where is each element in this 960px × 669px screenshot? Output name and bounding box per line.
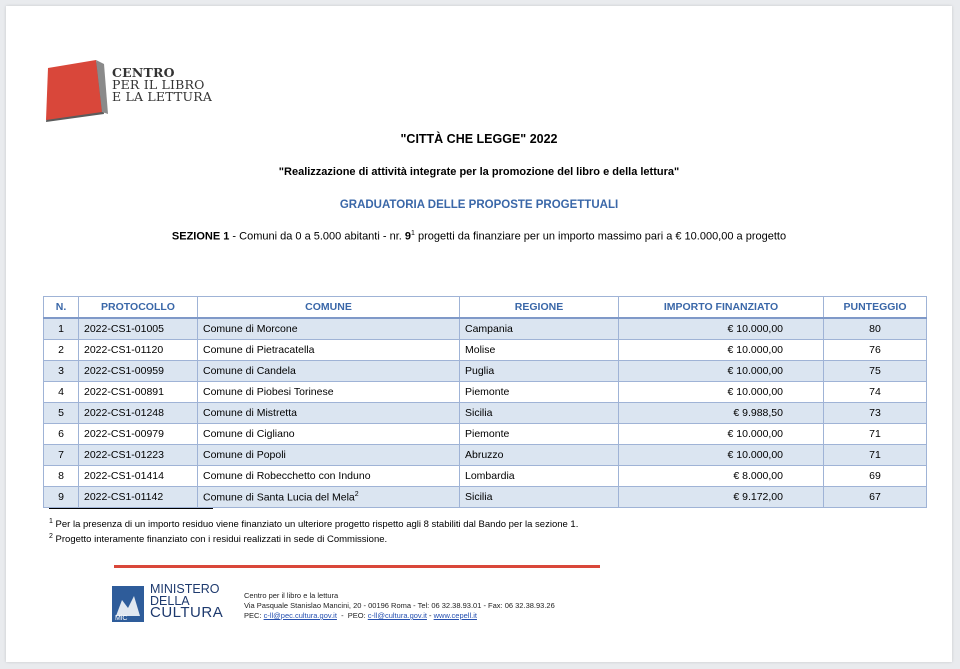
cell-regione-text: Sicilia: [465, 407, 493, 419]
cell-punteggio: [824, 424, 927, 445]
cell-n: [44, 382, 79, 403]
footnote-2-text: Progetto interamente finanziato con i residui realizzati in sede di Commissione.: [52, 534, 388, 546]
cell-n-text: 5: [58, 407, 64, 419]
header-protocollo: PROTOCOLLO: [79, 297, 198, 319]
cell-protocollo-text: 2022-CS1-01005: [84, 323, 164, 335]
cell-protocollo-text: 2022-CS1-00959: [84, 365, 164, 377]
cell-comune: [198, 382, 460, 403]
cell-comune: [198, 318, 460, 340]
cell-regione-text: Lombardia: [465, 470, 515, 482]
cell-n: [44, 361, 79, 382]
cell-n-text: 9: [58, 491, 64, 503]
header-punteggio: PUNTEGGIO: [824, 297, 927, 319]
cell-regione-text: Campania: [465, 323, 513, 335]
cell-protocollo: [79, 403, 198, 424]
cell-regione: [460, 487, 619, 508]
footnote-1-mark: 1: [49, 518, 53, 525]
cell-comune-text: Comune di Candela: [203, 365, 296, 377]
cell-comune: [198, 424, 460, 445]
logo-text: [112, 67, 212, 103]
document-page: [6, 6, 952, 662]
header-importo: IMPORTO FINANZIATO: [619, 297, 824, 319]
cepell-logo: [46, 56, 246, 126]
cell-importo: [619, 340, 824, 361]
cell-protocollo: [79, 318, 198, 340]
footer-divider: [114, 565, 600, 568]
table-row: [44, 382, 927, 403]
logo-line-1: CENTRO: [112, 65, 175, 80]
ministero-line-3: CULTURA: [150, 604, 224, 621]
cell-regione: [460, 466, 619, 487]
table-row: [44, 487, 927, 508]
cell-importo: [619, 382, 824, 403]
table-row: [44, 403, 927, 424]
cell-importo: [619, 487, 824, 508]
cell-n-text: 1: [58, 323, 64, 335]
document-subtitle: "Realizzazione di attività integrate per la promozione del libro e della lettura": [278, 166, 680, 178]
cell-punteggio: [824, 318, 927, 340]
section-text-2: progetti da finanziare per un importo massimo pari a € 10.000,00 a progetto: [414, 230, 787, 243]
peo-label: - PEO:: [336, 611, 368, 620]
cell-regione: [460, 340, 619, 361]
cell-comune: [198, 340, 460, 361]
cell-punteggio-text: 74: [869, 386, 881, 398]
cell-protocollo: [79, 487, 198, 508]
cell-n: [44, 445, 79, 466]
cell-comune-text: Comune di Santa Lucia del Mela: [203, 491, 355, 504]
cell-protocollo: [79, 382, 198, 403]
cell-comune: [198, 445, 460, 466]
cell-punteggio: [824, 466, 927, 487]
cell-importo-text: € 10.000,00: [727, 365, 783, 377]
footnote-divider: [49, 508, 213, 509]
section-count: 9: [404, 230, 411, 243]
cell-comune-text: Comune di Popoli: [203, 449, 286, 461]
logo-line-3: E LA LETTURA: [112, 89, 213, 104]
cell-protocollo: [79, 424, 198, 445]
contact-block: [244, 591, 555, 621]
cell-protocollo-text: 2022-CS1-01120: [84, 344, 164, 356]
ministero-logo: [112, 584, 232, 624]
cell-importo-text: € 8.000,00: [733, 470, 783, 482]
cell-protocollo-text: 2022-CS1-01248: [84, 407, 164, 419]
cell-punteggio: [824, 382, 927, 403]
cell-n: [44, 403, 79, 424]
cell-punteggio-text: 75: [869, 365, 881, 377]
cell-punteggio-text: 80: [869, 323, 881, 335]
cell-protocollo: [79, 361, 198, 382]
pec-link[interactable]: c-ll@pec.cultura.gov.it: [263, 611, 337, 620]
cell-punteggio-text: 71: [869, 449, 881, 461]
cell-punteggio-text: 69: [869, 470, 881, 482]
cell-punteggio-text: 76: [869, 344, 881, 356]
footnote-2-mark: 2: [49, 533, 53, 540]
contact-address: Via Pasquale Stanislao Mancini, 20 - 00196 Roma - Tel: 06 32.38.93.01 - Fax: 06 32.38.93.26: [244, 601, 555, 610]
cell-protocollo: [79, 466, 198, 487]
cell-punteggio: [824, 487, 927, 508]
cell-n-text: 4: [58, 386, 64, 398]
cell-protocollo-text: 2022-CS1-00979: [84, 428, 164, 440]
cell-importo-text: € 10.000,00: [727, 428, 783, 440]
cell-importo-text: € 9.988,50: [733, 407, 783, 419]
section-text-1: - Comuni da 0 a 5.000 abitanti - nr.: [229, 230, 405, 243]
cell-importo-text: € 10.000,00: [727, 323, 783, 335]
cell-comune: [198, 487, 460, 508]
cell-punteggio-text: 71: [869, 428, 881, 440]
cell-regione: [460, 361, 619, 382]
footnote-2: [49, 533, 387, 545]
cell-n-text: 6: [58, 428, 64, 440]
cell-punteggio: [824, 445, 927, 466]
cell-importo: [619, 361, 824, 382]
cell-n: [44, 318, 79, 340]
cell-n: [44, 466, 79, 487]
section-description: [6, 230, 952, 243]
cell-importo-text: € 9.172,00: [733, 491, 783, 503]
cell-comune: [198, 403, 460, 424]
cell-n-text: 7: [58, 449, 64, 461]
cell-comune-text: Comune di Mistretta: [203, 407, 297, 419]
cell-importo: [619, 445, 824, 466]
table-header-row: [44, 297, 927, 319]
cell-n-text: 2: [58, 344, 64, 356]
cell-punteggio: [824, 361, 927, 382]
ministero-text: [150, 584, 223, 619]
cell-comune-text: Comune di Pietracatella: [203, 344, 315, 356]
header-n: N.: [44, 297, 79, 319]
graduatoria-heading: GRADUATORIA DELLE PROPOSTE PROGETTUALI: [339, 199, 619, 211]
table-row: [44, 361, 927, 382]
header-regione: REGIONE: [460, 297, 619, 319]
cell-regione-text: Abruzzo: [465, 449, 504, 461]
contact-emails: [244, 611, 555, 621]
ministero-line-2: DELLA: [150, 593, 190, 608]
section-note-ref: 1: [411, 230, 415, 237]
cell-regione-text: Molise: [465, 344, 496, 356]
table-row: [44, 424, 927, 445]
mic-emblem-icon: [112, 586, 144, 622]
cell-n: [44, 424, 79, 445]
cell-protocollo-text: 2022-CS1-01414: [84, 470, 164, 482]
cell-punteggio: [824, 403, 927, 424]
table-row: [44, 466, 927, 487]
cell-n-text: 8: [58, 470, 64, 482]
cell-protocollo-text: 2022-CS1-01223: [84, 449, 164, 461]
cell-n: [44, 487, 79, 508]
cell-protocollo-text: 2022-CS1-01142: [84, 491, 164, 503]
comune-footnote-ref: 2: [354, 490, 359, 498]
table-row: [44, 340, 927, 361]
section-label: SEZIONE 1: [171, 230, 230, 243]
cell-regione: [460, 318, 619, 340]
cell-regione: [460, 445, 619, 466]
cell-comune-text: Comune di Cigliano: [203, 428, 295, 440]
cell-importo-text: € 10.000,00: [727, 449, 783, 461]
website-link[interactable]: www.cepell.it: [433, 611, 477, 620]
ministero-line-1: MINISTERO: [150, 582, 220, 596]
cell-importo: [619, 466, 824, 487]
cell-regione-text: Sicilia: [465, 491, 493, 503]
cell-n: [44, 340, 79, 361]
cell-importo: [619, 403, 824, 424]
cell-comune-text: Comune di Robecchetto con Induno: [203, 470, 371, 482]
cell-regione: [460, 382, 619, 403]
logo-line-2: PER IL LIBRO: [112, 77, 205, 92]
cell-n-text: 3: [58, 365, 64, 377]
cell-punteggio: [824, 340, 927, 361]
cell-regione-text: Piemonte: [465, 428, 510, 440]
cell-importo: [619, 424, 824, 445]
document-title: "CITTÀ CHE LEGGE" 2022: [400, 132, 558, 146]
peo-link[interactable]: c-ll@cultura.gov.it: [367, 611, 427, 620]
cell-comune: [198, 466, 460, 487]
cell-punteggio-text: 73: [869, 407, 881, 419]
pec-label: PEC:: [244, 611, 264, 620]
mic-badge-icon: [112, 586, 144, 622]
cell-protocollo: [79, 445, 198, 466]
table-row: [44, 318, 927, 340]
mic-badge-text: MiC: [115, 615, 128, 622]
ranking-table: [43, 296, 927, 508]
cell-protocollo-text: 2022-CS1-00891: [84, 386, 164, 398]
table-row: [44, 445, 927, 466]
cell-importo-text: € 10.000,00: [727, 344, 783, 356]
contact-name: Centro per il libro e la lettura: [244, 591, 339, 600]
cell-protocollo: [79, 340, 198, 361]
footnote-1: [49, 518, 578, 530]
cell-regione: [460, 424, 619, 445]
cell-punteggio-text: 67: [869, 491, 881, 503]
footnote-1-text: Per la presenza di un importo residuo viene finanziato un ulteriore progetto rispetto agli 8 stabiliti dal Bando per la sezione 1.: [52, 519, 579, 531]
cell-comune-text: Comune di Piobesi Torinese: [203, 386, 334, 398]
cell-regione-text: Piemonte: [465, 386, 510, 398]
header-comune: COMUNE: [198, 297, 460, 319]
web-separator: -: [426, 611, 434, 620]
cell-comune: [198, 361, 460, 382]
cell-comune-text: Comune di Morcone: [203, 323, 298, 335]
cell-importo: [619, 318, 824, 340]
cell-regione-text: Puglia: [465, 365, 495, 377]
cell-regione: [460, 403, 619, 424]
book-logo-icon: [46, 56, 116, 126]
cell-importo-text: € 10.000,00: [727, 386, 783, 398]
